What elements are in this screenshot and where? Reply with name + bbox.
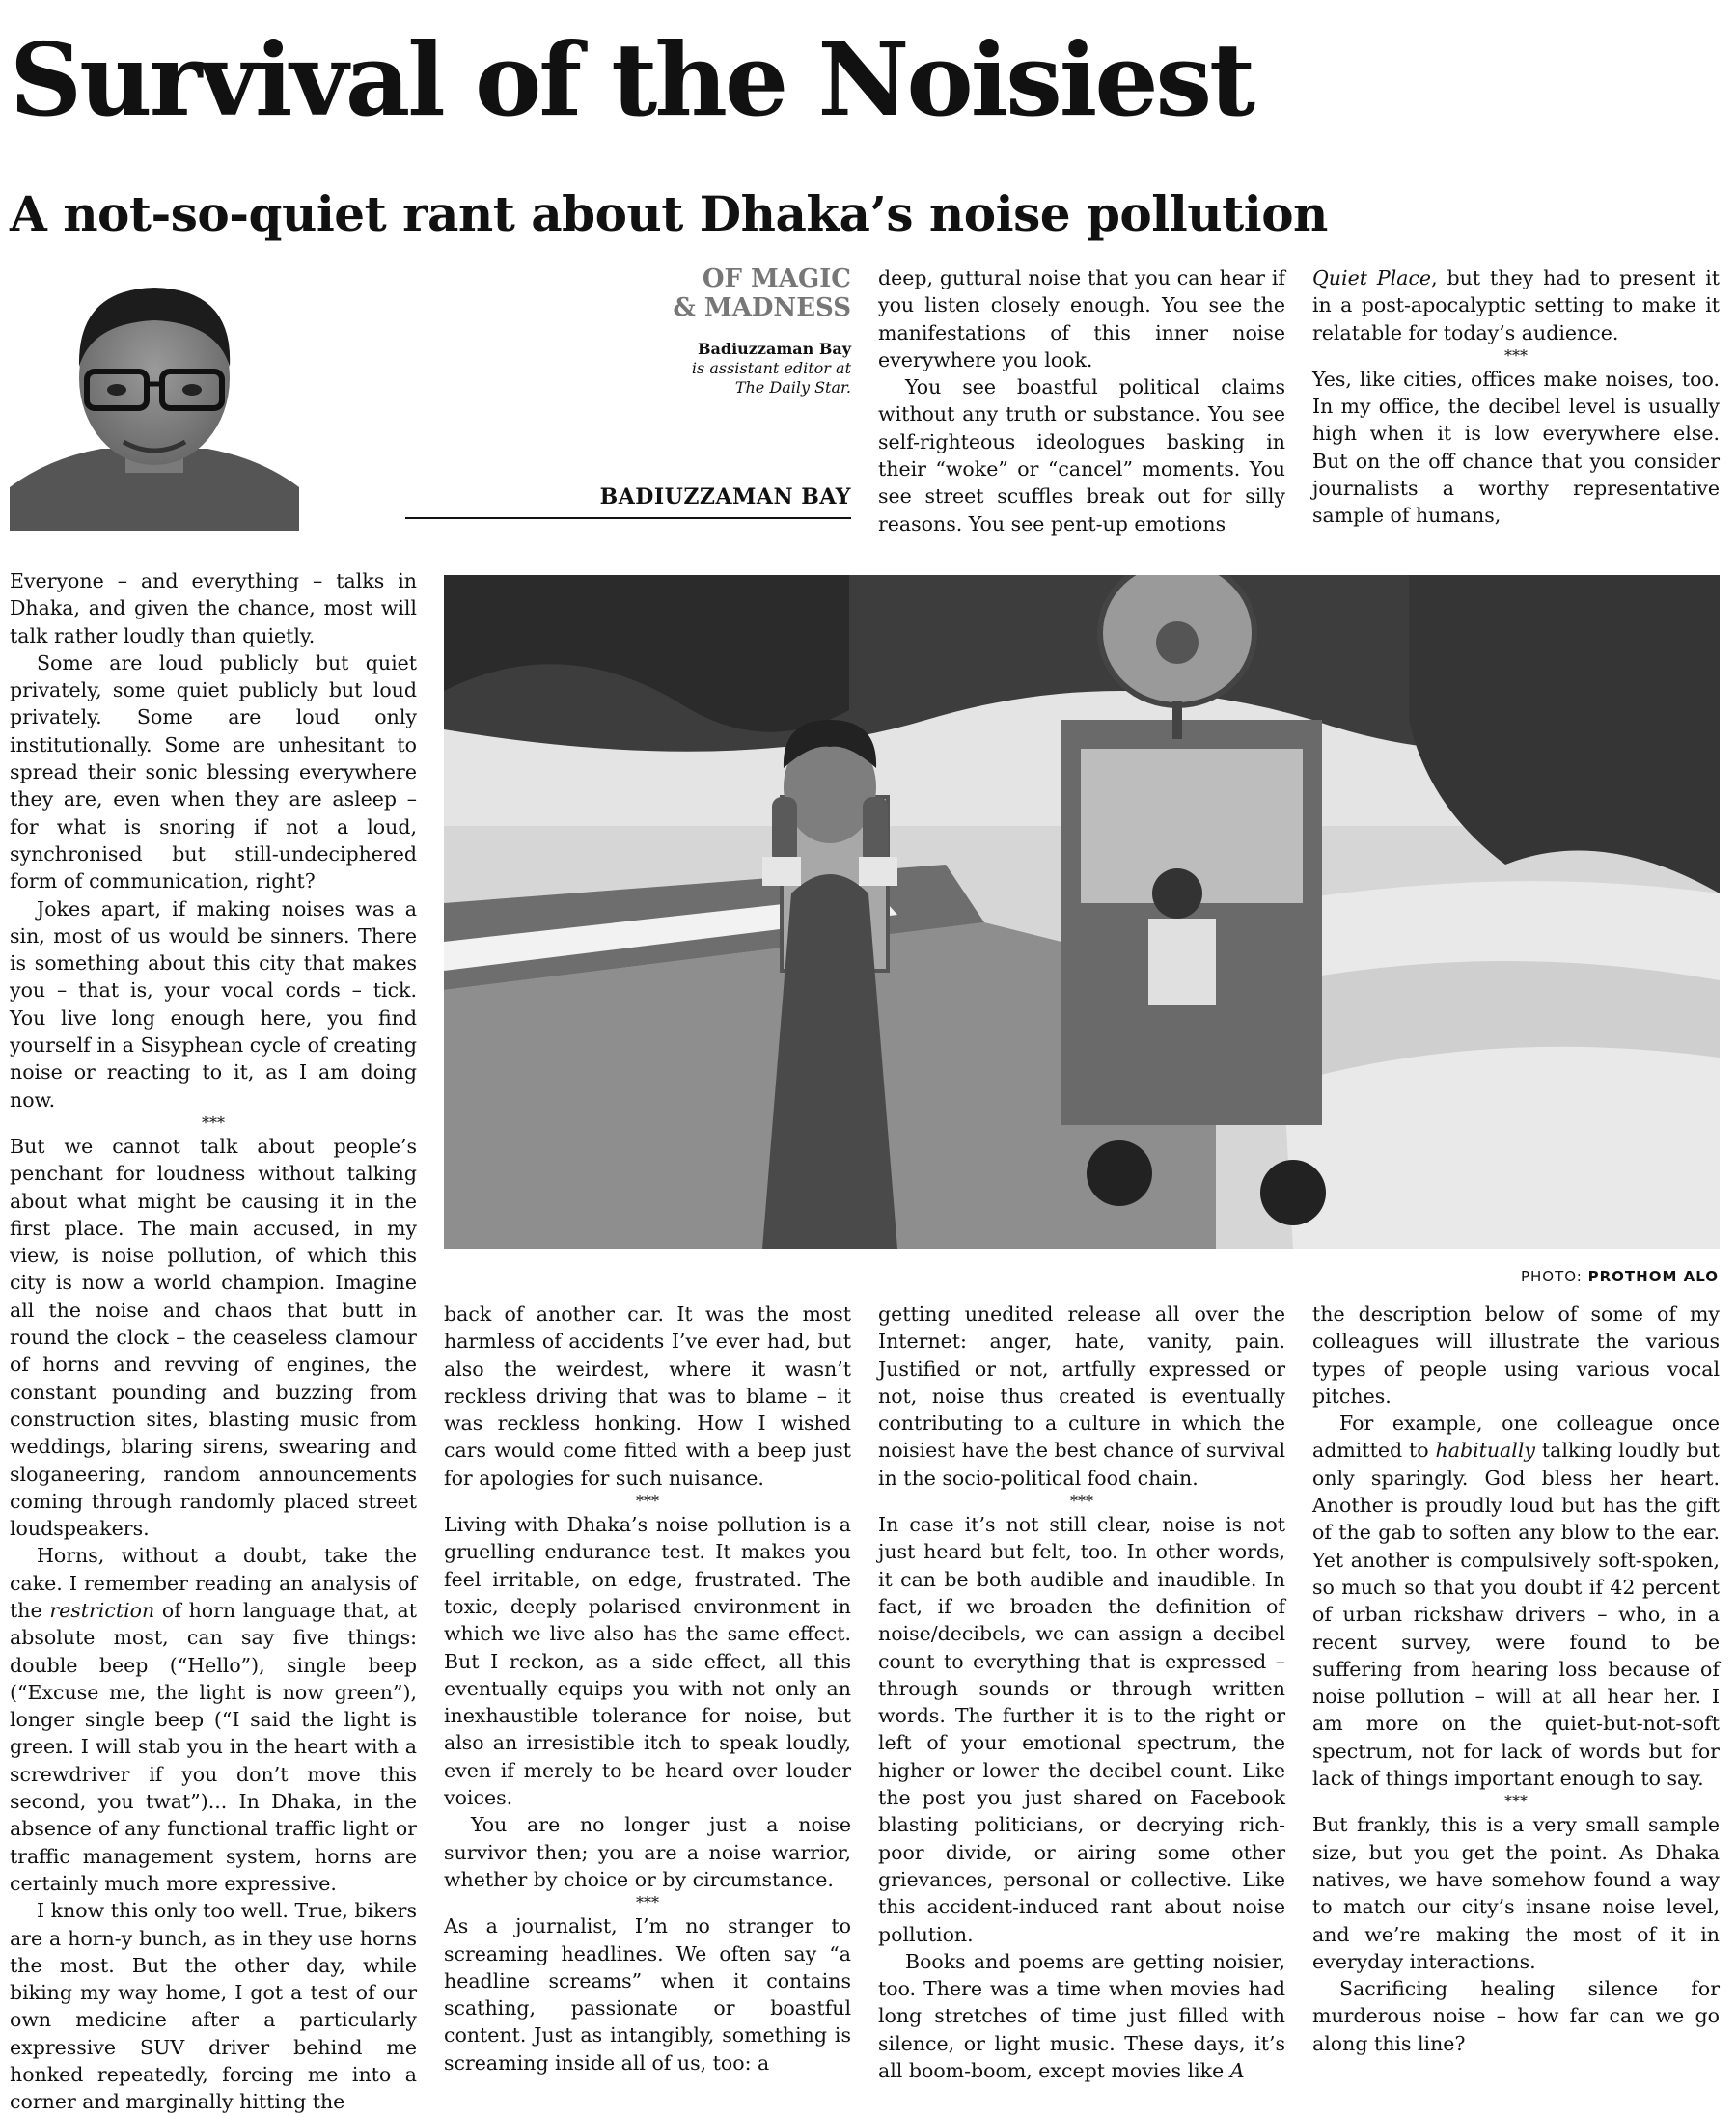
paragraph: Living with Dhaka’s noise pollution is a gruelling endurance test. It makes you feel irritable, on edge, frustrated. The toxic, deeply polarised environment in which we live also has the same effect. But I reckon, as a side effect, all this eventually equips you with not only an inexhaustible tolerance for noise, but also an irresistible itch to speak loudly, even if merely to be heard over louder voices. (444, 1513, 851, 1810)
paragraph: You are no longer just a noise survivor then; you are a noise warrior, whether by choice or by circumstance. (444, 1813, 851, 1891)
paragraph: But frankly, this is a very small sample size, but you get the point. As Dhaka natives, we have somehow found a way to match our city’s insane noise level, and we’re making the most of it in everyday interactions. (1312, 1813, 1720, 1973)
subheadline: A not-so-quiet rant about Dhaka’s noise pollution (10, 185, 1328, 242)
section-break: *** (1504, 345, 1528, 365)
paragraph: Sacrificing healing silence for murderous noise – how far can we go along this line? (1312, 1977, 1720, 2055)
paragraph: You see boastful political claims without any truth or substance. You see self-righteous ideologues basking in their “woke” or “cancel” moments. You see street scuffles break out for silly reasons. You see pent-up emotions (878, 375, 1285, 536)
column-3-bottom (878, 1301, 1285, 2084)
column-3-top (878, 264, 1285, 537)
paragraph: For example, one colleague once admitted to habitually talking loudly but only sparingly. God bless her heart. Another is proudly loud but has the gift of the gab to soften any blow to the ear. Yet another is compulsively soft-spoken, so much so that you doubt if 42 percent of urban rickshaw drivers – who, in a recent survey, were found to be suffering from hearing loss because of noise pollution – will at all hear her. I am more on the quiet-but-not-soft spectrum, not for lack of words but for lack of things important enough to say. (1312, 1412, 1721, 1791)
paragraph: Some are loud publicly but quiet privately, some quiet publicly but loud privately. Some are loud only institutionally. Some are unhesitant to spread their sonic blessing everywhere they are, even when they are asleep – for what is snoring if not a loud, synchronised but still-undeciphered form of communication, right? (10, 650, 417, 893)
paragraph: As a journalist, I’m no stranger to screaming headlines. We often say “a headline screams” when it contains scathing, passionate or boastful content. Just as intangibly, something is screaming inside all of us, too: a (444, 1914, 851, 2075)
paragraph: But we cannot talk about people’s penchant for loudness without talking about what might be causing it in the first place. The main accused, in my view, is noise pollution, of which this city is now a world champion. Imagine all the noise and chaos that butt in round the clock – the ceaseless clamour of horns and revving of engines, the constant pounding and buzzing from construction sites, blasting music from weddings, blaring sirens, swearing and sloganeering, random announcements coming through randomly placed street loudspeakers. (10, 1134, 417, 1541)
paragraph: Everyone – and everything – talks in Dhaka, and given the chance, most will talk rather loudly than quietly. (10, 569, 417, 647)
author-bio: Badiuzzaman Bay is assistant editor at The Daily Star. (691, 340, 851, 397)
main-photo (444, 575, 1720, 1249)
paragraph: Books and poems are getting noisier, too. There was a time when movies had long stretches of time just filled with silence, or light music. These days, it’s all boom-boom, except movies like A (878, 1949, 1285, 2083)
paragraph: Horns, without a doubt, take the cake. I remember reading an analysis of the restriction of horn language that, at absolute most, can say five things: double beep (“Hello”), single beep (“Excuse me, the light is now green”), longer single beep (“I said the light is green. I will stab you in the heart with a screwdriver if you don’t move this second, you twat”)... In Dhaka, in the absence of any functional traffic light or traffic management system, horns are certainly much more expressive. (10, 1544, 417, 1895)
byline: BADIUZZAMAN BAY (405, 484, 851, 519)
paragraph: getting unedited release all over the Internet: anger, hate, vanity, pain. Justified or not, artfully expressed or not, noise thus created is eventually contributing to a culture in which the noisiest have the best chance of survival in the socio-political food chain. (878, 1303, 1285, 1490)
paragraph: back of another car. It was the most harmless of accidents I’ve ever had, but also the weirdest, where it wasn’t reckless driving that was to blame – it was reckless honking. How I wished cars would come fitted with a beep just for apologies for such nuisance. (444, 1303, 851, 1490)
section-break: *** (636, 1492, 659, 1511)
column-4-top (1312, 264, 1720, 530)
column-name: OF MAGIC & MADNESS (673, 264, 851, 322)
paragraph: Yes, like cities, offices make noises, too. In my office, the decibel level is usually high when it is low everywhere else. But on the off chance that you consider journalists a worthy representative sample of humans, (1312, 367, 1720, 528)
paragraph: I know this only too well. True, bikers are a horn-y bunch, as in they use horns the most. But the other day, while biking my way home, I got a test of our own medicine after a particularly expressive SUV driver behind me honked repeatedly, forcing me into a corner and marginally hitting the (10, 1899, 417, 2114)
section-break: *** (1070, 1492, 1093, 1511)
paragraph: In case it’s not still clear, noise is not just heard but felt, too. In other words, it can be both audible and inaudible. In fact, if we broaden the definition of noise/decibels, we can assign a decibel count to everything that is expressed – through sounds or through written words. The further it is to the right or left of your emotional spectrum, the higher or lower the decibel count. Like the post you just shared on Facebook blasting politicians, or decrying rich-poor divide, or airing some other grievances, personal or collective. Like this accident-induced rant about noise pollution. (878, 1513, 1285, 1946)
photo-credit: PHOTO: PROTHOM ALO (1520, 1268, 1719, 1285)
author-portrait (10, 270, 299, 531)
column-info (579, 264, 851, 398)
paragraph: Quiet Place, but they had to present it in a post-apocalyptic setting to make it relatable for today’s audience. (1312, 266, 1720, 344)
column-1 (10, 567, 417, 2116)
column-4-bottom (1312, 1301, 1720, 2057)
section-break: *** (1504, 1792, 1528, 1811)
paragraph: the description below of some of my colleagues will illustrate the various types of people using various vocal pitches. (1312, 1303, 1720, 1408)
paragraph: Jokes apart, if making noises was a sin, most of us would be sinners. There is something about this city that makes you – that is, your vocal cords – tick. You live long enough here, you find yourself in a Sisyphean cycle of creating noise or reacting to it, as I am doing now. (10, 896, 417, 1112)
headline: Survival of the Noisiest (10, 20, 1254, 139)
column-2 (444, 1301, 851, 2076)
section-break: *** (202, 1113, 225, 1132)
section-break: *** (636, 1893, 659, 1912)
paragraph: deep, guttural noise that you can hear if you listen closely enough. You see the manifestations of this inner noise everywhere you look. (878, 266, 1285, 371)
